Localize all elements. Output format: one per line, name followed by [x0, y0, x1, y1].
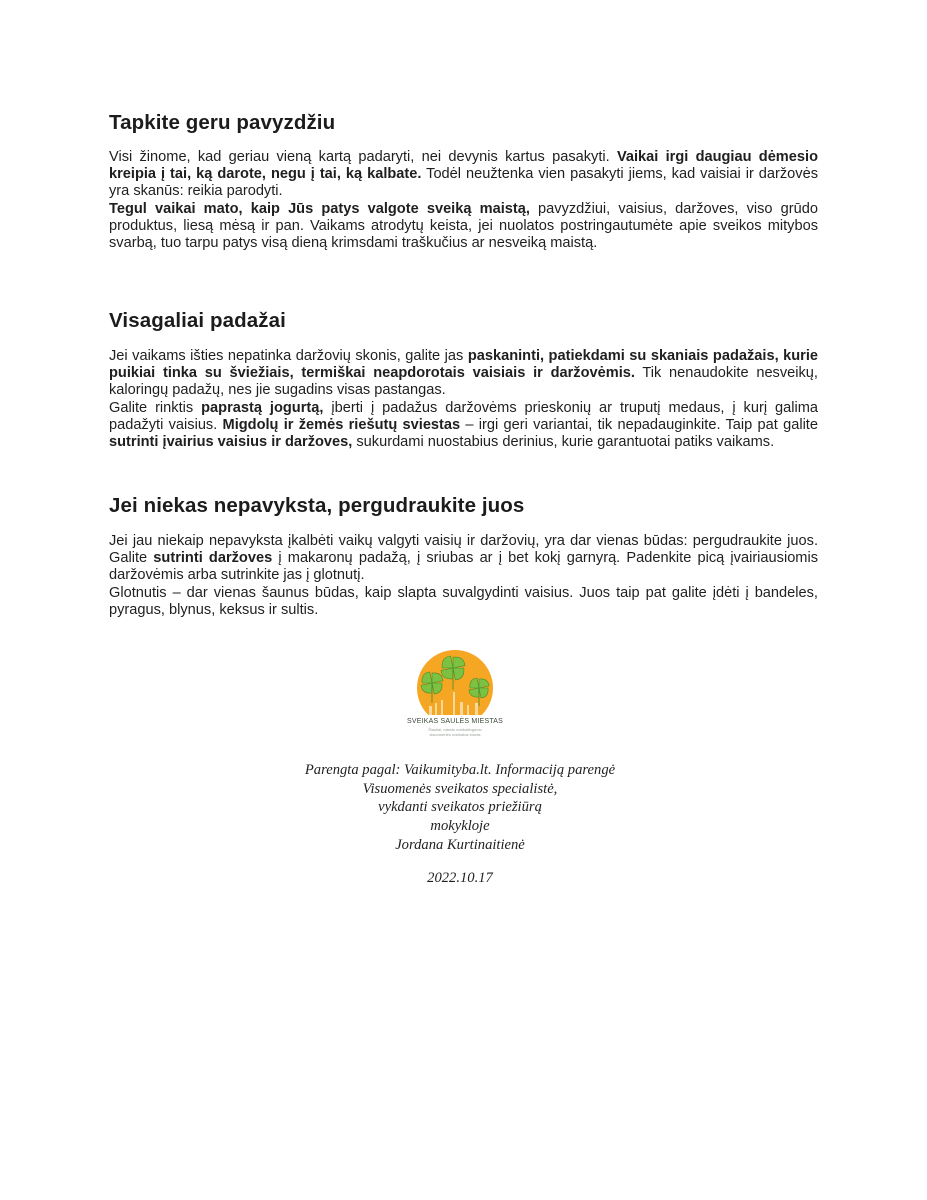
paragraph [109, 348, 818, 400]
signature-line: Visuomenės sveikatos specialistė, [362, 780, 558, 797]
bold-text: Tegul vaikai mato, kaip Jūs patys valgote sveiką maistą, [109, 200, 530, 217]
section-heading: Jei niekas nepavyksta, pergudraukite juos [109, 494, 525, 517]
paragraph [109, 533, 818, 585]
paragraph [109, 400, 818, 452]
text-run: Jei vaikams išties nepatinka daržovių skonis, galite jas [109, 348, 468, 364]
paragraph [109, 585, 818, 619]
section-outsmart [109, 494, 818, 619]
bold-text: Migdolų ir žemės riešutų sviestas [222, 416, 461, 433]
section-be-an-example [109, 111, 818, 252]
signature-author: Jordana Kurtinaitienė [395, 836, 525, 853]
text-run: Jei jau niekaip nepavyksta įkalbėti vaikų valgyti vaisių ir daržovių, yra dar vienas būdas: pergudraukite juos. Galite [109, 533, 818, 567]
section-heading: Tapkite geru pavyzdžiu [109, 111, 336, 134]
signature-line: Parengta pagal: Vaikumityba.lt. Informaciją parengė [304, 762, 616, 778]
text-run: įberti į padažus daržovėms prieskonių ar truputį medaus, į kurį galima padažyti vaisius. [109, 399, 818, 433]
text-run: Galite rinktis [109, 399, 202, 416]
logo-title: SVEIKAS SAULĖS MIESTAS [406, 718, 504, 725]
sveikas-saules-miestas-logo [405, 648, 505, 744]
sun-pinwheel-logo-icon [405, 648, 505, 718]
signature-date: 2022.10.17 [427, 869, 493, 886]
logo-subtitle: Šiauliai, miesto sveikatingumo [428, 727, 482, 732]
text-run: Tik nenaudokite nesveikų, kaloringų padažų, nes jie sugadins visas pastangas. [109, 365, 818, 399]
signature-block [250, 761, 670, 887]
logo-subtitle: visuomenės sveikatos biuras [429, 732, 481, 737]
text-run: Visi žinome, kad geriau vieną kartą padaryti, nei devynis kartus pasakyti. [109, 149, 617, 165]
section-body [109, 149, 818, 252]
text-run: – irgi geri variantai, tik nepadauginkite. Taip pat galite [460, 416, 818, 433]
text-run: Todėl neužtenka vien pasakyti jiems, kad vaisiai ir daržovės yra skanūs: reikia parodyti. [109, 166, 818, 200]
paragraph [109, 201, 818, 253]
bold-text: Vaikai irgi daugiau dėmesio kreipia į tai, ką darote, negu į tai, ką kalbate. [109, 149, 818, 183]
bold-text: sutrinti daržoves [153, 550, 273, 567]
bold-text: paprastą jogurtą, [201, 399, 324, 416]
text-run: į makaronų padažą, į sriubas ar į bet kokį garnyrą. Padenkite picą įvairiausiomis daržovėmis arba sutrinkite jas į glotnutį. [109, 550, 819, 584]
signature-line: vykdanti sveikatos priežiūrą [378, 799, 542, 816]
text-run: sukurdami nuostabius derinius, kurie garantuotai patiks vaikams. [352, 434, 775, 451]
paragraph [109, 149, 818, 201]
section-body [109, 348, 818, 451]
bold-text: sutrinti įvairius vaisius ir daržoves, [109, 434, 353, 451]
text-run: pavyzdžiui, vaisius, daržoves, viso grūdo produktus, liesą mėsą ir pan. Vaikams atrodytų keista, jei nuolatos postringautumėte apie sveikos mitybos svarbą, tuo tarpu patys visą dieną krimsdami traškučius ar nesveiką maistą. [109, 200, 818, 252]
signature-line: mokykloje [430, 818, 490, 835]
section-body [109, 533, 818, 619]
bold-text: paskaninti, patiekdami su skaniais padažais, kurie puikiai tinka su šviežiais, termiškai neapdorotais vaisiais ir daržovėmis. [109, 348, 819, 382]
section-heading: Visagaliai padažai [109, 309, 286, 332]
text-run: Glotnutis – dar vienas šaunus būdas, kaip slapta suvalgydinti vaisius. Juos taip pat galite įdėti į bandeles, pyragus, blynus, keksus ir sultis. [109, 584, 818, 618]
section-sauces [109, 309, 818, 451]
